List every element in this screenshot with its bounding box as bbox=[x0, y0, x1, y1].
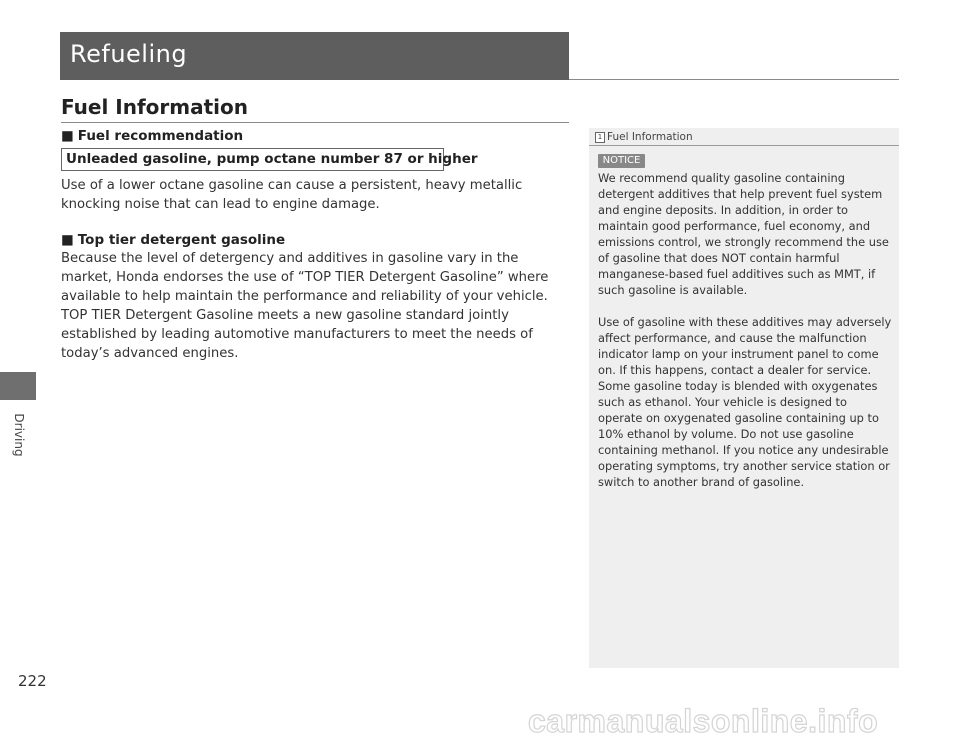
chapter-side-tab bbox=[0, 372, 36, 400]
square-bullet-icon: ■ bbox=[61, 128, 74, 144]
sidebar-divider bbox=[589, 145, 899, 146]
fuel-recommendation-paragraph: Use of a lower octane gasoline can cause a persistent, heavy metallic knocking noise that can lead to engine damage. bbox=[61, 178, 523, 212]
notice-text: We recommend quality gasoline containing detergent additives that help prevent fuel system and engine deposits. In addition, in order to maintain good performance, fuel economy, and emissions control, we strongly recommend the use of gasoline that does NOT contain harmful manganese-based fuel additives such as MMT, if such gasoline is available. bbox=[598, 171, 889, 297]
section-divider bbox=[61, 122, 569, 123]
square-bullet-icon: ■ bbox=[61, 232, 74, 248]
watermark-logo bbox=[520, 700, 960, 742]
fuel-recommendation-heading bbox=[61, 128, 243, 144]
page-number: 222 bbox=[18, 672, 47, 690]
sidebar-paragraph-1: Use of gasoline with these additives may adversely affect performance, and cause the malfunction indicator lamp on your instrument panel to come on. If this happens, contact a dealer for service. bbox=[598, 315, 892, 377]
page-title: Refueling bbox=[70, 40, 188, 68]
reference-marker-icon: 1 bbox=[595, 132, 605, 143]
sidebar-heading bbox=[595, 131, 693, 143]
sidebar-heading-text: Fuel Information bbox=[607, 131, 693, 143]
info-sidebar bbox=[589, 128, 899, 668]
top-tier-heading-text: Top tier detergent gasoline bbox=[77, 232, 286, 248]
page-header-bar bbox=[60, 32, 569, 80]
notice-badge: NOTICE bbox=[598, 154, 645, 168]
fuel-requirement-box: Unleaded gasoline, pump octane number 87 or higher bbox=[61, 148, 444, 171]
chapter-label-text: Driving bbox=[12, 413, 26, 457]
svg-text:carmanualsonline.info: carmanualsonline.info bbox=[528, 703, 879, 739]
top-tier-paragraph: Because the level of detergency and additives in gasoline vary in the market, Honda endorses the use of “TOP TIER Detergent Gasoline” where available to help maintain the performance and reliability of your vehicle. TOP TIER Detergent Gasoline meets a new gasoline standard jointly established by leading automotive manufacturers to meet the needs of today’s advanced engines. bbox=[61, 251, 549, 361]
sidebar-paragraph-2: Some gasoline today is blended with oxygenates such as ethanol. Your vehicle is designed to operate on oxygenated gasoline containing up to 10% ethanol by volume. Do not use gasoline containing methanol. If you notice any undesirable operating symptoms, try another service station or switch to another brand of gasoline. bbox=[598, 379, 890, 489]
fuel-recommendation-heading-text: Fuel recommendation bbox=[77, 128, 244, 144]
section-title: Fuel Information bbox=[61, 95, 249, 119]
chapter-side-label bbox=[4, 405, 34, 465]
header-divider bbox=[569, 79, 899, 80]
top-tier-heading bbox=[61, 232, 285, 248]
